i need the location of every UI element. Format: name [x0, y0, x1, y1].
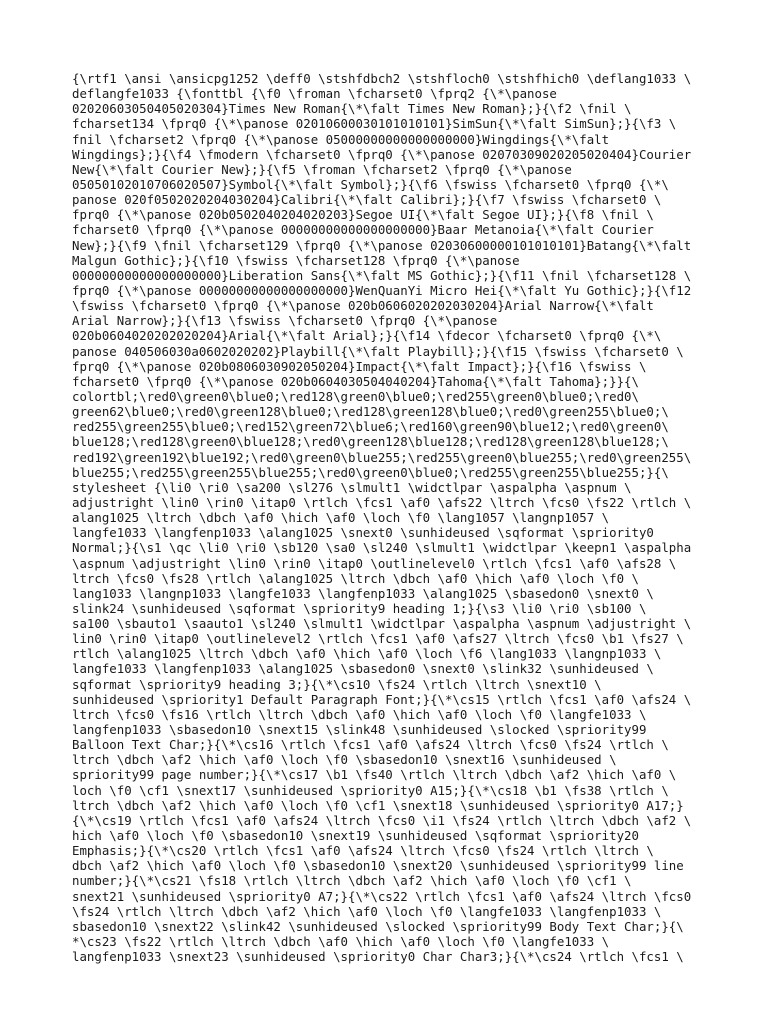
text-line: langfe1033 \langfenp1033 \alang1025 \sbasedon0 \snext0 \slink32 \sunhideused \: [72, 661, 654, 677]
text-line: fprq0 {\*\panose 020b0502040204020203}Segoe UI{\*\falt Segoe UI};}{\f8 \fnil \: [72, 207, 654, 223]
text-line: Emphasis;}{\*\cs20 \rtlch \fcs1 \af0 \afs24 \ltrch \fcs0 \fs24 \rtlch \ltrch \: [72, 843, 654, 859]
text-line: Balloon Text Char;}{\*\cs16 \rtlch \fcs1 \af0 \afs24 \ltrch \fcs0 \fs24 \rtlch \: [72, 737, 669, 753]
text-line: hich \af0 \loch \f0 \sbasedon10 \snext19 \sunhideused \sqformat \spriority20: [72, 828, 639, 844]
text-line: adjustright \lin0 \rin0 \itap0 \rtlch \fcs1 \af0 \afs22 \ltrch \fcs0 \fs22 \rtlch \: [72, 494, 692, 510]
text-line: ltrch \dbch \af2 \hich \af0 \loch \f0 \sbasedon10 \snext16 \sunhideused \: [72, 752, 617, 768]
text-line: red192\green192\blue192;\red0\green0\blue255;\red255\green0\blue255;\red0\green255\: [72, 449, 692, 465]
text-line: Normal;}{\s1 \qc \li0 \ri0 \sb120 \sa0 \sl240 \slmult1 \widctlpar \keepn1 \aspalpha: [72, 540, 692, 556]
text-line: 02020603050405020304}Times New Roman{\*\falt Times New Roman};}{\f2 \fnil \: [72, 101, 632, 117]
text-line: fprq0 {\*\panose 020b0806030902050204}Impact{\*\falt Impact};}{\f16 \fswiss \: [72, 358, 647, 374]
text-line: rtlch \alang1025 \ltrch \dbch \af0 \hich \af0 \loch \f6 \lang1033 \langnp1033 \: [72, 646, 662, 662]
text-line: New};}{\f9 \fnil \fcharset129 \fprq0 {\*\panose 02030600000101010101}Batang{\*\falt: [72, 237, 692, 253]
text-line: fcharset0 \fprq0 {\*\panose 020b0604030504040204}Tahoma{\*\falt Tahoma};}}{\: [72, 373, 639, 389]
text-line: slink24 \sunhideused \sqformat \spriority9 heading 1;}{\s3 \li0 \ri0 \sb100 \: [72, 600, 647, 616]
text-line: 05050102010706020507}Symbol{\*\falt Symbol};}{\f6 \fswiss \fcharset0 \fprq0 {\*\: [72, 176, 669, 192]
text-line: sunhideused \spriority1 Default Paragraph Font;}{\*\cs15 \rtlch \fcs1 \af0 \afs24 \: [72, 691, 692, 707]
text-line: Arial Narrow};}{\f13 \fswiss \fcharset0 \fprq0 {\*\panose: [72, 313, 498, 329]
text-line: \fswiss \fcharset0 \fprq0 {\*\panose 020b0606020202030204}Arial Narrow{\*\falt: [72, 298, 654, 314]
text-line: panose 040506030a0602020202}Playbill{\*\falt Playbill};}{\f15 \fswiss \fcharset0 \: [72, 343, 684, 359]
text-line: fnil \fcharset2 \fprq0 {\*\panose 05000000000000000000}Wingdings{\*\falt: [72, 131, 610, 147]
text-line: green62\blue0;\red0\green128\blue0;\red128\green128\blue0;\red0\green255\blue0;\: [72, 404, 669, 420]
text-line: colortbl;\red0\green0\blue0;\red128\green0\blue0;\red255\green0\blue0;\red0\: [72, 388, 639, 404]
text-line: \aspnum \adjustright \lin0 \rin0 \itap0 \outlinelevel0 \rtlch \fcs1 \af0 \afs28 \: [72, 555, 677, 571]
text-line: fcharset134 \fprq0 {\*\panose 02010600030101010101}SimSun{\*\falt SimSun};}{\f3 \: [72, 116, 677, 132]
text-line: lang1033 \langnp1033 \langfe1033 \langfenp1033 \alang1025 \sbasedon0 \snext0 \: [72, 585, 654, 601]
text-line: spriority99 page number;}{\*\cs17 \b1 \fs40 \rtlch \ltrch \dbch \af2 \hich \af0 \: [72, 767, 677, 783]
text-line: sbasedon10 \snext22 \slink42 \sunhideused \slocked \spriority99 Body Text Char;}{\: [72, 918, 684, 934]
rtf-source-text: [72, 71, 712, 964]
text-line: fprq0 {\*\panose 00000000000000000000}WenQuanYi Micro Hei{\*\falt Yu Gothic};}{\f12: [72, 282, 692, 298]
text-line: deflangfe1033 {\fonttbl {\f0 \froman \fcharset0 \fprq2 {\*\panose: [72, 86, 557, 102]
text-line: fcharset0 \fprq0 {\*\panose 00000000000000000000}Baar Metanoia{\*\falt Courier: [72, 222, 654, 238]
text-line: stylesheet {\li0 \ri0 \sa200 \sl276 \slmult1 \widctlpar \aspalpha \aspnum \: [72, 479, 632, 495]
text-line: *\cs23 \fs22 \rtlch \ltrch \dbch \af0 \hich \af0 \loch \f0 \langfe1033 \: [72, 934, 610, 950]
text-line: sqformat \spriority9 heading 3;}{\*\cs10 \fs24 \rtlch \ltrch \snext10 \: [72, 676, 602, 692]
text-line: ltrch \fcs0 \fs28 \rtlch \alang1025 \ltrch \dbch \af0 \hich \af0 \loch \f0 \: [72, 570, 639, 586]
text-line: panose 020f0502020204030204}Calibri{\*\falt Calibri};}{\f7 \fswiss \fcharset0 \: [72, 192, 662, 208]
text-line: dbch \af2 \hich \af0 \loch \f0 \sbasedon10 \snext20 \sunhideused \spriority99 line: [72, 858, 684, 874]
text-line: ltrch \fcs0 \fs16 \rtlch \ltrch \dbch \af0 \hich \af0 \loch \f0 \langfe1033 \: [72, 706, 647, 722]
text-line: alang1025 \ltrch \dbch \af0 \hich \af0 \loch \f0 \lang1057 \langnp1057 \: [72, 510, 610, 526]
text-line: 00000000000000000000}Liberation Sans{\*\falt MS Gothic};}{\f11 \fnil \fcharset128 \: [72, 267, 692, 283]
text-line: {\*\cs19 \rtlch \fcs1 \af0 \afs24 \ltrch \fcs0 \i1 \fs24 \rtlch \ltrch \dbch \af2 \: [72, 812, 692, 828]
text-line: Wingdings};}{\f4 \fmodern \fcharset0 \fprq0 {\*\panose 02070309020205020404}Courier: [72, 146, 692, 162]
text-line: blue128;\red128\green0\blue128;\red0\green128\blue128;\red128\green128\blue128;\: [72, 434, 669, 450]
text-line: ltrch \dbch \af2 \hich \af0 \loch \f0 \cf1 \snext18 \sunhideused \spriority0 A17;}: [72, 797, 684, 813]
text-line: sa100 \sbauto1 \saauto1 \sl240 \slmult1 \widctlpar \aspalpha \aspnum \adjustright \: [72, 616, 692, 632]
text-line: 020b0604020202020204}Arial{\*\falt Arial};}{\f14 \fdecor \fcharset0 \fprq0 {\*\: [72, 328, 662, 344]
text-line: \fs24 \rtlch \ltrch \dbch \af2 \hich \af0 \loch \f0 \langfe1033 \langfenp1033 \: [72, 903, 662, 919]
text-line: langfenp1033 \sbasedon10 \snext15 \slink48 \sunhideused \slocked \spriority99: [72, 722, 647, 738]
text-line: red255\green255\blue0;\red152\green72\blue6;\red160\green90\blue12;\red0\green0\: [72, 419, 669, 435]
text-line: snext21 \sunhideused \spriority0 A7;}{\*\cs22 \rtlch \fcs1 \af0 \afs24 \ltrch \fcs0: [72, 888, 692, 904]
text-line: lin0 \rin0 \itap0 \outlinelevel2 \rtlch \fcs1 \af0 \afs27 \ltrch \fcs0 \b1 \fs27 \: [72, 631, 684, 647]
text-line: langfe1033 \langfenp1033 \alang1025 \snext0 \sunhideused \sqformat \spriority0: [72, 525, 654, 541]
text-line: Malgun Gothic};}{\f10 \fswiss \fcharset128 \fprq0 {\*\panose: [72, 252, 520, 268]
text-line: langfenp1033 \snext23 \sunhideused \spriority0 Char Char3;}{\*\cs24 \rtlch \fcs1 \: [72, 949, 684, 965]
text-line: {\rtf1 \ansi \ansicpg1252 \deff0 \stshfdbch2 \stshfloch0 \stshfhich0 \deflang1033 \: [72, 71, 692, 86]
text-line: blue255;\red255\green255\blue255;\red0\green0\blue0;\red255\green255\blue255;}{\: [72, 464, 669, 480]
text-line: New{\*\falt Courier New};}{\f5 \froman \fcharset2 \fprq0 {\*\panose: [72, 161, 572, 177]
text-line: loch \f0 \cf1 \snext17 \sunhideused \spriority0 A15;}{\*\cs18 \b1 \fs38 \rtlch \: [72, 782, 669, 798]
text-line: number;}{\*\cs21 \fs18 \rtlch \ltrch \dbch \af2 \hich \af0 \loch \f0 \cf1 \: [72, 873, 632, 889]
